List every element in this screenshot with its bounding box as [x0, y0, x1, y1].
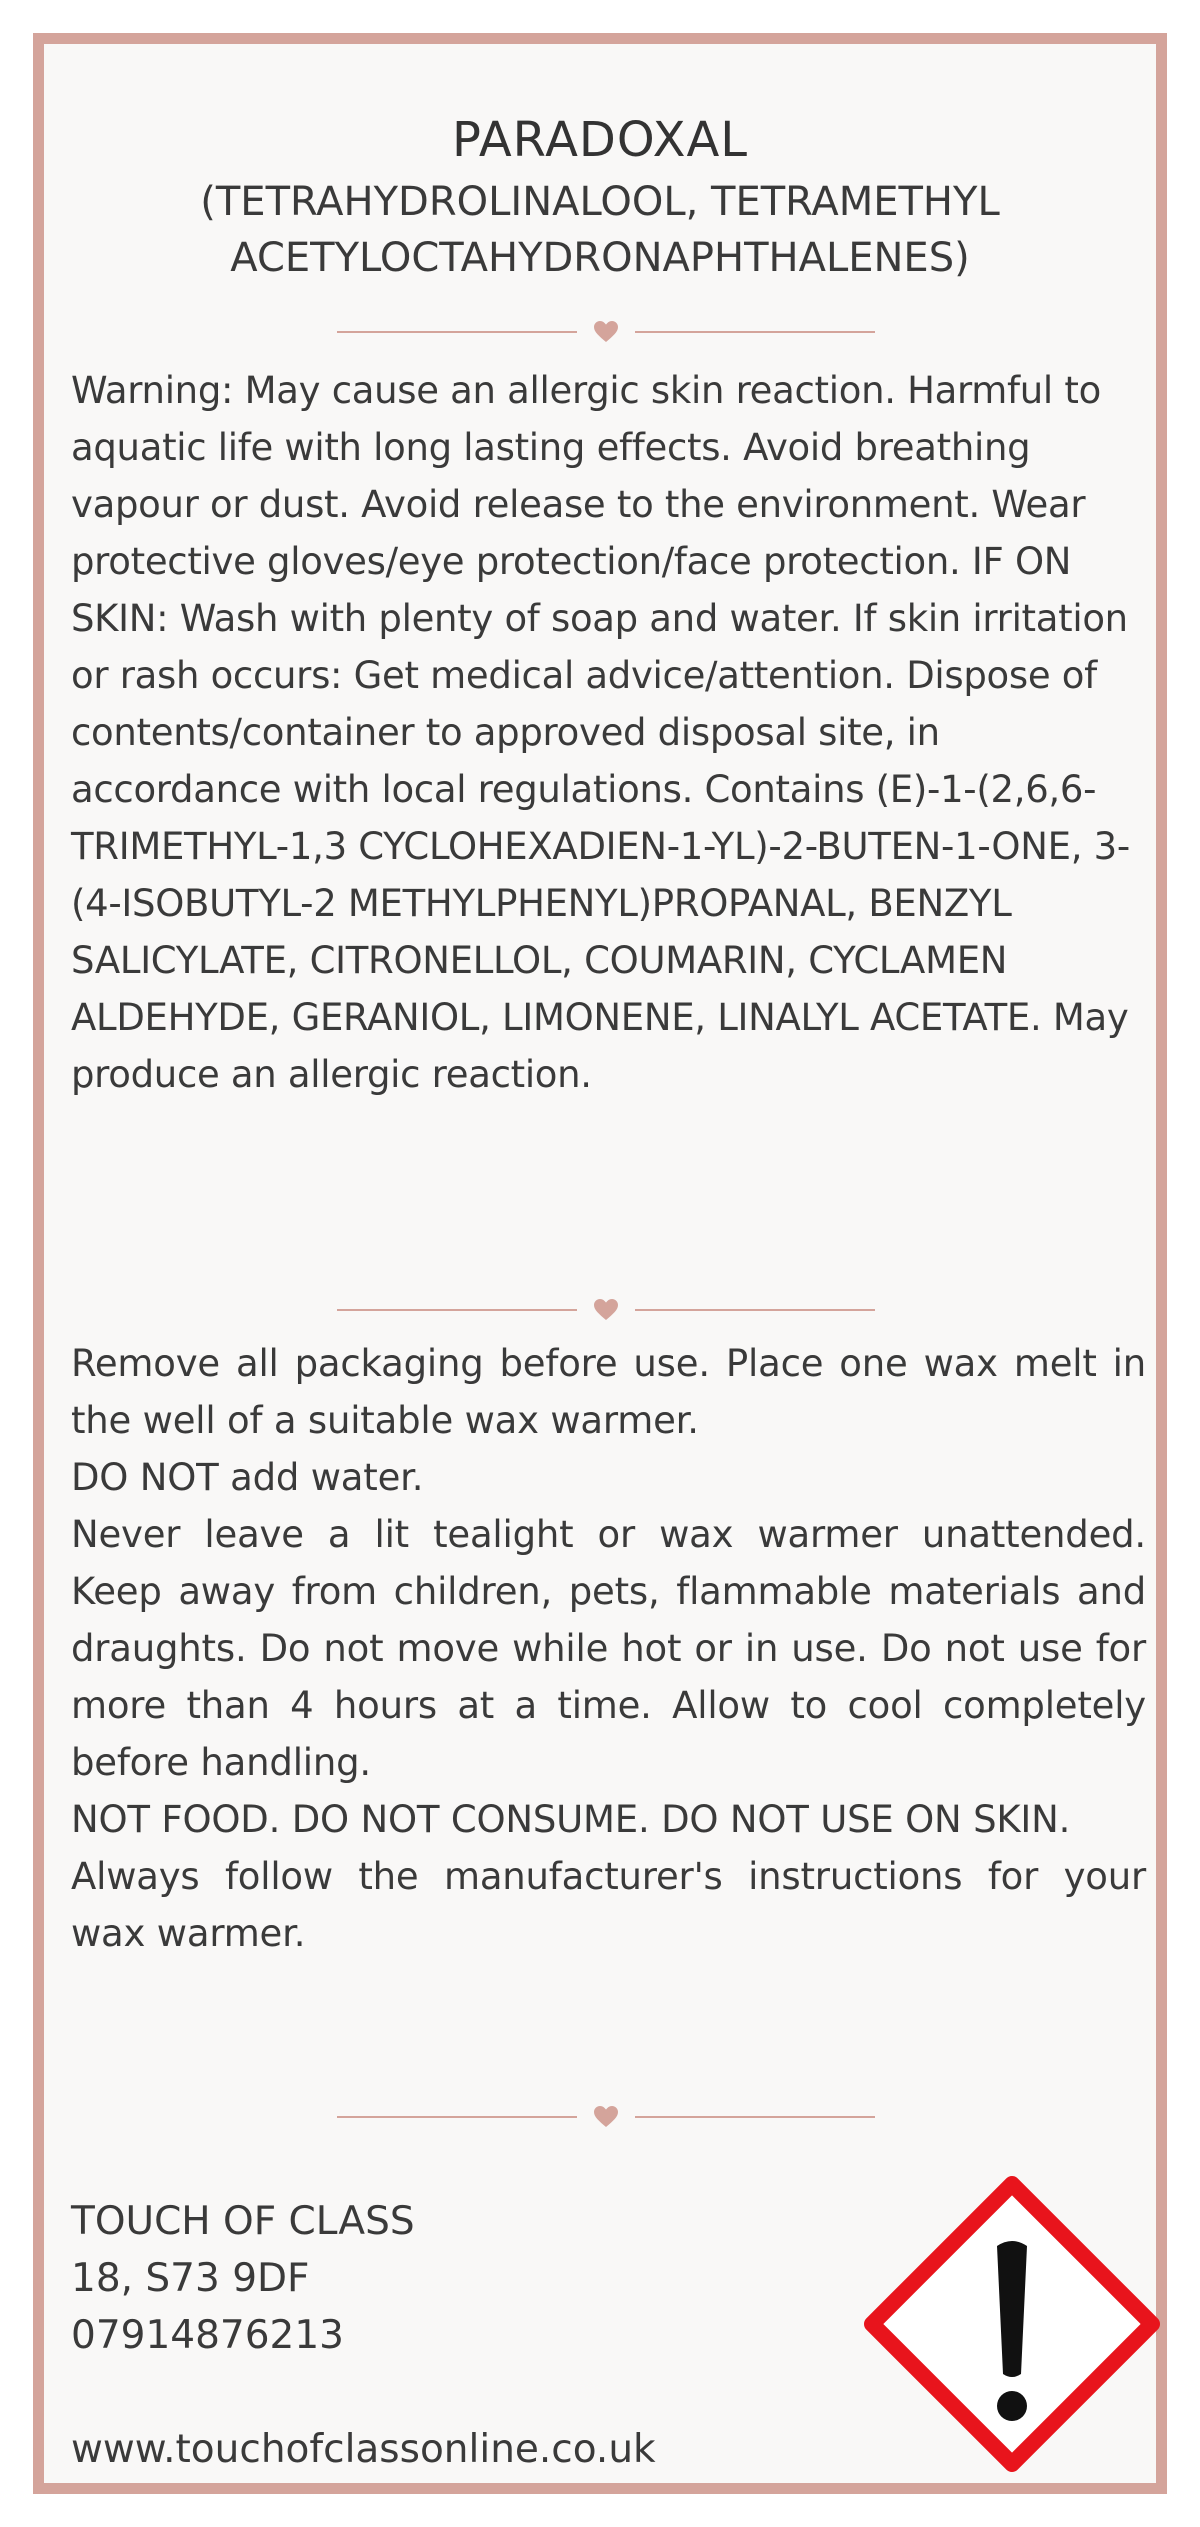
contact-block	[71, 2193, 415, 2364]
divider	[337, 1295, 875, 1325]
product-name: PARADOXAL	[451, 112, 749, 168]
usage-instructions	[71, 1335, 1146, 1962]
title-block	[44, 106, 1156, 286]
usage-line: Remove all packaging before use. Place one wax melt in the well of a suitable wax warmer.	[71, 1342, 1146, 1442]
divider-line	[635, 2116, 875, 2118]
divider-line	[337, 2116, 577, 2118]
divider-line	[337, 331, 577, 333]
heart-icon	[593, 2105, 619, 2129]
divider-line	[635, 1309, 875, 1311]
heart-icon	[593, 1298, 619, 1322]
usage-line: NOT FOOD. DO NOT CONSUME. DO NOT USE ON SKIN.	[71, 1798, 1071, 1841]
heart-icon	[593, 320, 619, 344]
company-phone: 07914876213	[71, 2313, 344, 2358]
usage-line: DO NOT add water.	[71, 1456, 424, 1499]
website-link[interactable]: www.touchofclassonline.co.uk	[71, 2427, 656, 2472]
exclamation-hazard-icon	[862, 2174, 1162, 2474]
usage-line: Never leave a lit tealight or wax warmer unattended. Keep away from children, pets, flammable materials and draughts. Do not move while hot or in use. Do not use for more than 4 hours at a time. Allow to cool completely before handling.	[71, 1513, 1146, 1784]
usage-line: Always follow the manufacturer's instructions for your wax warmer.	[71, 1855, 1146, 1955]
divider-line	[337, 1309, 577, 1311]
divider	[337, 317, 875, 347]
product-allergens: (TETRAHYDROLINALOOL, TETRAMETHYL ACETYLOCTAHYDRONAPHTHALENES)	[200, 179, 1000, 281]
company-address: 18, S73 9DF	[71, 2256, 310, 2301]
company-name: TOUCH OF CLASS	[71, 2199, 415, 2244]
divider	[337, 2102, 875, 2132]
divider-line	[635, 331, 875, 333]
product-label	[33, 33, 1167, 2494]
warning-text: Warning: May cause an allergic skin reaction. Harmful to aquatic life with long lasting effects. Avoid breathing vapour or dust. Avoid release to the environment. Wear protective gloves/eye protection/face protection. IF ON SKIN: Wash with plenty of soap and water. If skin irritation or rash occurs: Get medical advice/attention. Dispose of contents/container to approved disposal site, in accordance with local regulations. Contains (E)-1-(2,6,6-TRIMETHYL-1,3 CYCLOHEXADIEN-1-YL)-2-BUTEN-1-ONE, 3-(4-ISOBUTYL-2 METHYLPHENYL)PROPANAL, BENZYL SALICYLATE, CITRONELLOL, COUMARIN, CYCLAMEN ALDEHYDE, GERANIOL, LIMONENE, LINALYL ACETATE. May produce an allergic reaction.	[71, 369, 1130, 1096]
